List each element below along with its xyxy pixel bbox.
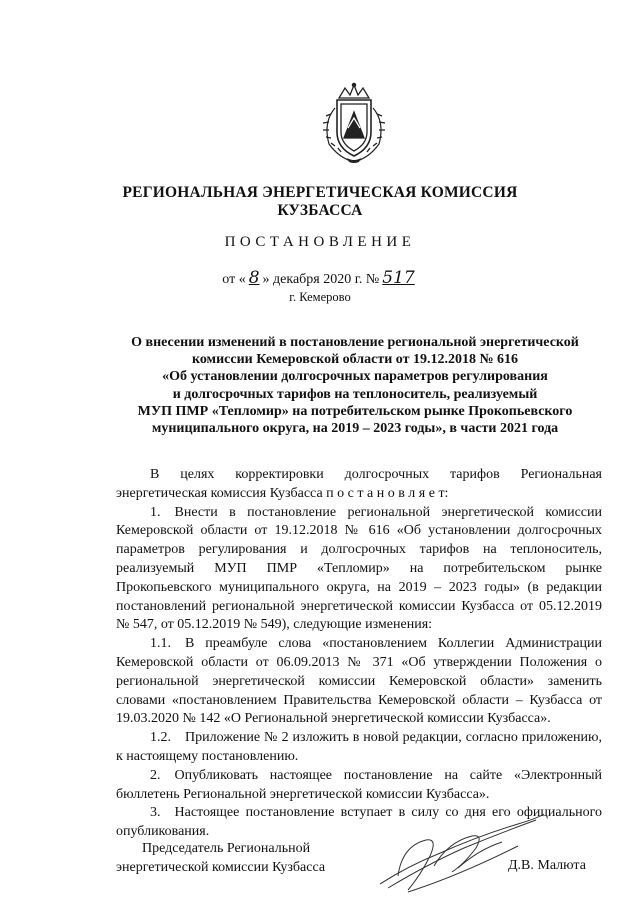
intro-paragraph: В целях корректировки долгосрочных тарифов Региональная энергетическая комиссия Кузбасса п о с т а н о в л я е т: (116, 467, 602, 501)
subject-line: «Об установлении долгосрочных параметров регулирования (162, 369, 548, 385)
document-number: 517 (382, 268, 415, 288)
subject-line: и долгосрочных тарифов на теплоноситель, реализуемый (172, 386, 538, 402)
date-prefix: от « (222, 272, 246, 287)
organization-name-cont: КУЗБАССА (277, 202, 363, 219)
position-line-1: Председатель Региональной (142, 841, 311, 856)
document-date-line (0, 268, 640, 288)
item-3: 3. Настоящее постановление вступает в силу со дня его официального опубликования. (116, 805, 602, 840)
document-city: г. Кемерово (289, 290, 351, 304)
date-middle: » декабря 2020 г. № (262, 272, 380, 287)
document-type: ПОСТАНОВЛЕНИЕ (224, 234, 416, 250)
subject-line: О внесении изменений в постановление региональной энергетической (131, 335, 579, 350)
subject-line: МУП ПМР «Тепломир» на потребительском рынке Прокопьевского (137, 403, 573, 419)
coat-of-arms-icon (317, 82, 391, 164)
organization-name: РЕГИОНАЛЬНАЯ ЭНЕРГЕТИЧЕСКАЯ КОМИССИЯ (122, 184, 518, 201)
date-day: 8 (248, 268, 260, 288)
item-1-1: 1.1. В преамбуле слова «постановлением Коллегии Администрации Кемеровской области от 06.09.2013 № 371 «Об утверждении Положения о региональной энергетической комиссии Кемеровской области» заменить словами «постановлением Правительства Кемеровской области – Кузбасса от 19.03.2020 № 142 «О Региональной энергетической комиссии Кузбасса». (116, 636, 602, 727)
subject-line: комиссии Кемеровской области от 19.12.2018 № 616 (191, 352, 519, 368)
item-1-2: 1.2. Приложение № 2 изложить в новой редакции, согласно приложению, к настоящему постановлению. (116, 730, 602, 764)
signatory-position (116, 840, 325, 877)
position-line-2: энергетической комиссии Кузбасса (116, 859, 326, 875)
document-subject (110, 334, 600, 437)
document-body (116, 466, 602, 842)
handwritten-signature (368, 806, 548, 896)
item-1: 1. Внести в постановление региональной энергетической комиссии Кемеровской области от 19.12.2018 № 616 «Об установлении долгосрочных параметров регулирования и долгосрочных тарифов на теплоноситель, реализуемый МУП ПМР «Тепломир» на потребительском рынке Прокопьевского муниципального округа, на 2019 – 2023 годы» (в редакции постановлений региональной энергетической комиссии Кузбасса от 05.12.2019 № 547, от 05.12.2019 № 549), следующие изменения: (116, 504, 602, 633)
item-2: 2. Опубликовать настоящее постановление на сайте «Электронный бюллетень Региональной энергетической комиссии Кузбасса». (116, 767, 602, 802)
subject-line: муниципального округа, на 2019 – 2023 годы», в части 2021 года (151, 421, 559, 437)
signatory-name: Д.В. Малюта (508, 858, 586, 873)
